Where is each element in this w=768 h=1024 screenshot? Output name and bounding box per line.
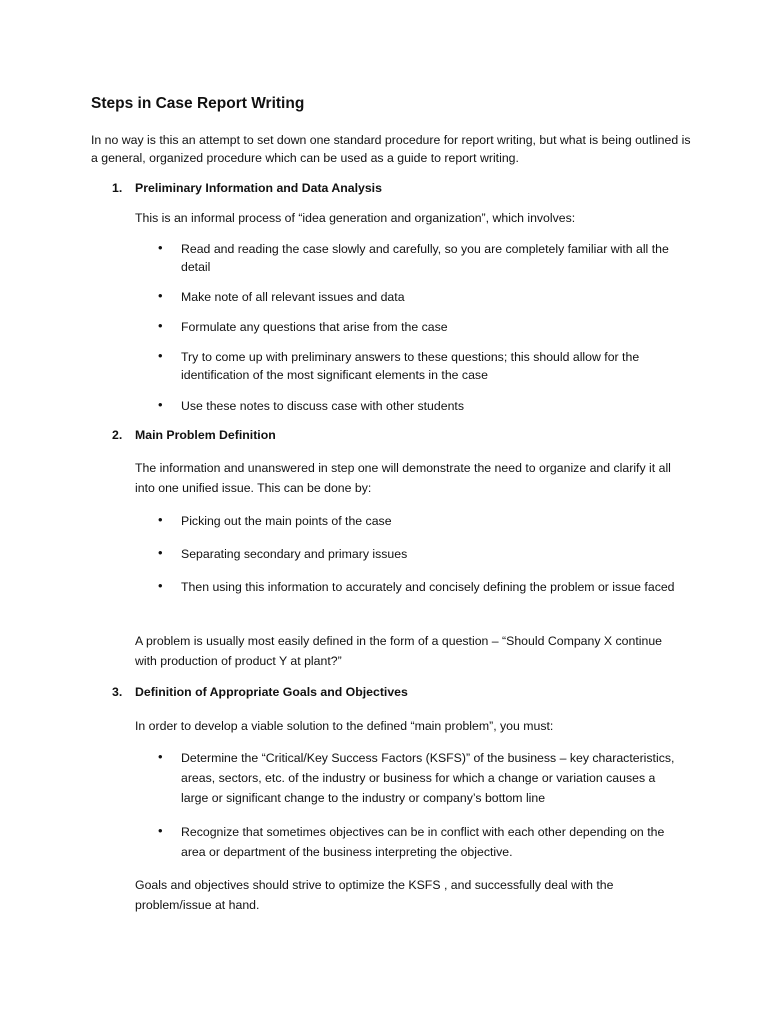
section-3-heading: Definition of Appropriate Goals and Objectives <box>135 685 408 699</box>
bullet-icon: • <box>158 749 163 764</box>
bullet-icon: • <box>158 578 163 593</box>
section-1-bullet-1: Read and reading the case slowly and carefully, so you are completely familiar with all the detail <box>181 242 669 274</box>
section-1-bullet-2: Make note of all relevant issues and data <box>181 290 405 304</box>
section-1-bullet-4: Try to come up with preliminary answers to these questions; this should allow for the identification of the most significant elements in the case <box>181 350 640 382</box>
section-2-closing: A problem is usually most easily defined in the form of a question – “Should Company X continue with production of product Y at plant?” <box>135 634 663 668</box>
section-1-heading: Preliminary Information and Data Analysis <box>135 181 382 195</box>
section-2-heading: Main Problem Definition <box>135 428 276 442</box>
bullet-icon: • <box>158 512 163 527</box>
section-2-bullet-2: Separating secondary and primary issues <box>181 547 408 561</box>
section-1-number: 1. <box>112 181 123 195</box>
bullet-icon: • <box>158 240 163 255</box>
section-3-lead: In order to develop a viable solution to the defined “main problem”, you must: <box>135 719 554 733</box>
section-1-lead: This is an informal process of “idea generation and organization”, which involves: <box>135 211 576 225</box>
document-title: Steps in Case Report Writing <box>91 95 305 112</box>
section-2-bullet-3: Then using this information to accurately and concisely defining the problem or issue faced <box>181 580 675 594</box>
bullet-icon: • <box>158 318 163 333</box>
bullet-icon: • <box>158 823 163 838</box>
bullet-icon: • <box>158 348 163 363</box>
section-1-bullet-3: Formulate any questions that arise from the case <box>181 320 448 334</box>
section-2-lead: The information and unanswered in step one will demonstrate the need to organize and clarify it all into one unified issue. This can be done by: <box>135 461 671 495</box>
section-3-bullet-1: Determine the “Critical/Key Success Factors (KSFS)” of the business – key characteristics, areas, sectors, etc. of the industry or business for which a change or variation causes a large or significant change to the industry or company’s bottom line <box>181 751 675 805</box>
bullet-icon: • <box>158 288 163 303</box>
section-3-bullet-2: Recognize that sometimes objectives can be in conflict with each other depending on the area or department of the business interpreting the objective. <box>181 825 665 859</box>
section-3-closing: Goals and objectives should strive to optimize the KSFS , and successfully deal with the problem/issue at hand. <box>135 878 614 912</box>
section-1-bullet-5: Use these notes to discuss case with other students <box>181 399 464 413</box>
bullet-icon: • <box>158 545 163 560</box>
section-2-number: 2. <box>112 428 123 442</box>
bullet-icon: • <box>158 397 163 412</box>
intro-paragraph: In no way is this an attempt to set down one standard procedure for report writing, but what is being outlined is a general, organized procedure which can be used as a guide to report writing. <box>91 133 691 165</box>
section-3-number: 3. <box>112 685 123 699</box>
section-2-bullet-1: Picking out the main points of the case <box>181 514 392 528</box>
